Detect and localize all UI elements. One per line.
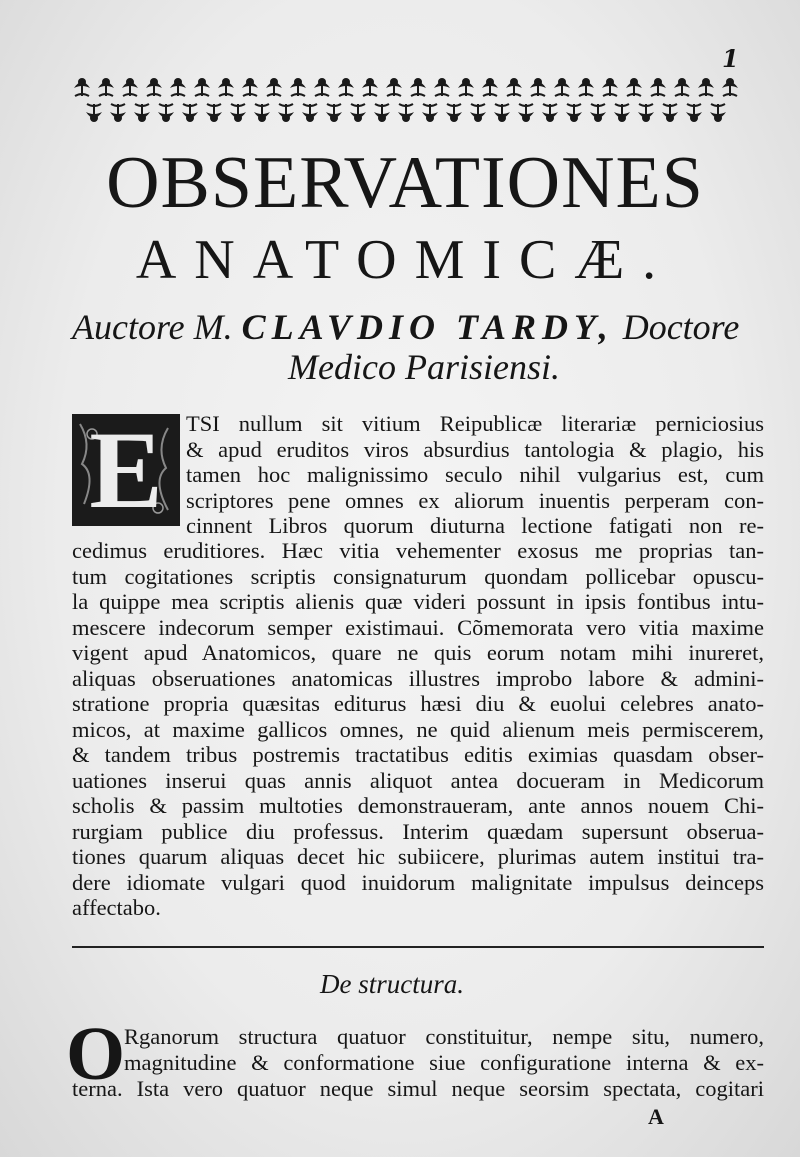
author-line [72, 306, 762, 348]
text-line: mescere indecorum semper existimaui. Cõmemorata vero vitia maxime [72, 614, 764, 640]
text-line-last: affectabo. [72, 895, 161, 920]
section-body [72, 1076, 764, 1102]
ornamental-header-band [72, 74, 742, 126]
section-opening [124, 1024, 764, 1075]
text-line: magnitudine & conformatione siue configuratione interna & ex- [124, 1049, 764, 1075]
section-initial-o: O [66, 1012, 126, 1096]
text-line: aliquas obseruationes anatomicas illustres improbo labore & admini- [72, 665, 764, 691]
paragraph-opening [186, 411, 764, 539]
author-affiliation: Medico Parisiensi. [288, 347, 560, 387]
text-line: TSI nullum sit vitium Reipublicæ literariæ perniciosius [186, 411, 764, 436]
page-number: 1 [722, 44, 739, 73]
text-line: tamen hoc malignissimo seculo nihil vulgarius est, cum [186, 462, 764, 487]
text-line: & apud eruditos viros absurdius tantologia & plagio, his [186, 436, 764, 462]
main-title: OBSERVATIONES [106, 142, 704, 224]
text-line: terna. Ista vero quatuor neque simul neque seorsim spectata, cogitari [72, 1076, 764, 1101]
text-line: micos, at maxime gallicos omnes, ne quid alienum meis permiscerem, [72, 716, 764, 742]
text-line: tiones quarum aliquas decet hic subiicere, plurimas autem institui tra- [72, 844, 764, 869]
text-line: scholis & passim multoties demonstraueram, ante annos nouem Chi- [72, 793, 764, 818]
text-line: stratione propria quæsitas editurus hæsi diu & euolui celebres anato- [72, 691, 764, 716]
text-line: rurgiam publice diu professus. Interim quædam supersunt obserua- [72, 818, 764, 844]
text-line: vigent apud Anatomicos, quare ne quis eorum notam mihi inureret, [72, 640, 764, 665]
text-line: uationes inserui quas annis aliquot antea docueram in Medicorum [72, 767, 764, 793]
signature-mark: A [648, 1104, 664, 1129]
dropcap-letter: E [89, 409, 163, 531]
text-line: cinnent Libros quorum diuturna lectione fatigati non re- [186, 513, 764, 538]
section-title: De structura. [320, 969, 464, 999]
decorated-initial-e [72, 409, 180, 531]
text-line: Rganorum structura quatuor constituitur, nempe situ, numero, [124, 1024, 764, 1049]
text-line: scriptores pene omnes ex aliorum inuentis perperam con- [186, 487, 764, 513]
text-line: dere idiomate vulgari quod inuidorum malignitate impulsus deinceps [72, 869, 764, 895]
author-name: CLAVDIO TARDY, [241, 307, 614, 347]
author-title: Doctore [622, 307, 740, 347]
author-prefix: Auctore M. [72, 307, 233, 347]
text-line: tum cogitationes scriptis consignaturum quondam pollicebar opuscu- [72, 563, 764, 589]
sub-title: ANATOMICÆ. [135, 229, 675, 291]
text-line: & tandem tribus postremis tractatibus editis eximias quasdam obser- [72, 742, 764, 767]
section-divider [72, 946, 764, 948]
text-line: cedimus eruditiores. Hæc vitia vehementer exosus me proprias tan- [72, 538, 764, 563]
text-line: la quippe mea scriptis alienis quæ videri possunt in ipsis fontibus intu- [72, 589, 764, 614]
paragraph-body [72, 538, 764, 921]
